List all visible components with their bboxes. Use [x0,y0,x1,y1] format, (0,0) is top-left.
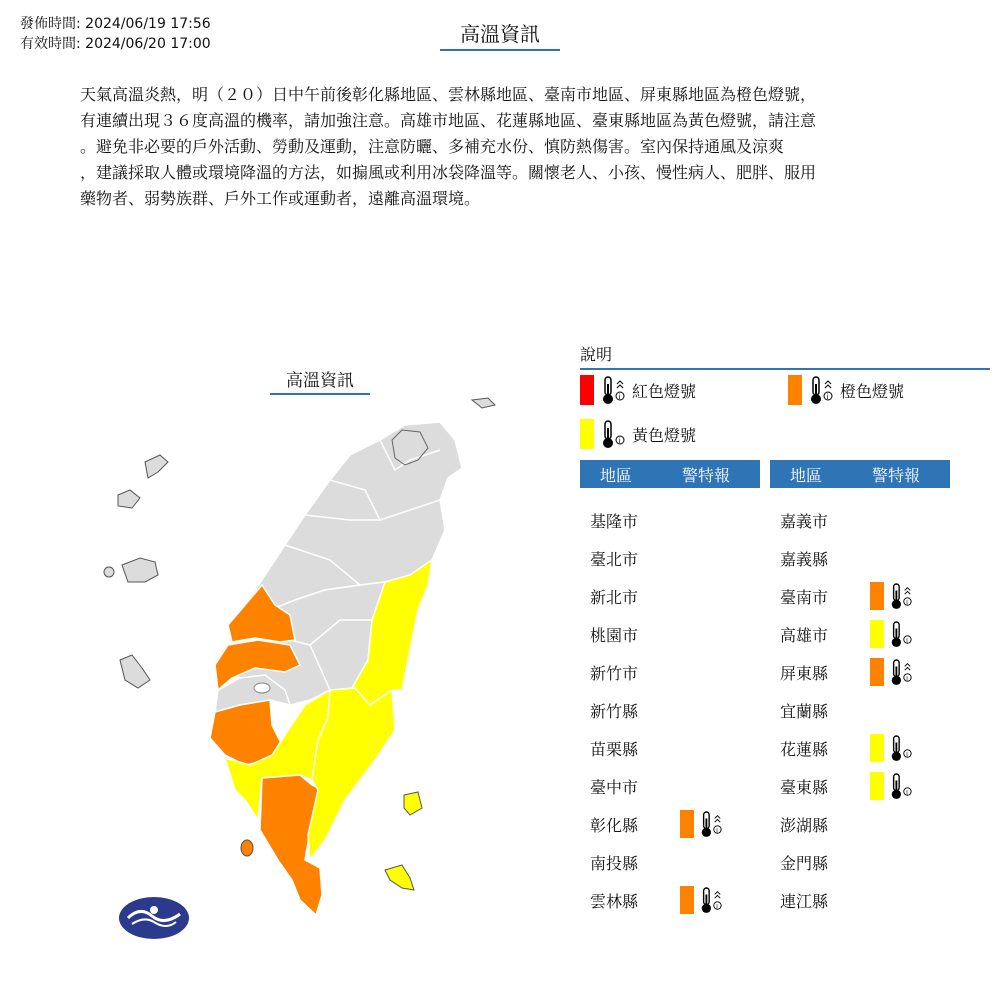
valid-time: 2024/06/20 17:00 [85,36,211,52]
region-name: 桃園市 [590,625,639,645]
col-region: 地區 [789,465,822,485]
warning-swatch-orange [870,582,884,610]
region-name: 高雄市 [780,625,829,645]
region-name: 宜蘭縣 [780,701,829,721]
warning-cell [680,885,729,915]
svg-text:i: i [716,826,718,835]
table-header-left [580,460,760,488]
table-row [580,619,680,649]
col-warning: 警特報 [871,465,920,485]
col-warning: 警特報 [681,465,730,485]
warning-swatch-yellow [870,734,884,762]
table-row [770,581,919,611]
legend-red [580,374,696,406]
table-row [580,581,680,611]
svg-text:i: i [906,674,908,683]
legend-orange-swatch [788,375,802,405]
table-row [770,695,870,725]
region-name: 臺南市 [780,587,829,607]
page-title: 高溫資訊 [440,18,560,51]
legend-orange [788,374,904,406]
table-row [770,733,919,763]
region-name: 雲林縣 [590,891,639,911]
issued-label: 發佈時間: [20,16,81,32]
region-name: 花蓮縣 [780,739,829,759]
region-name: 澎湖縣 [780,815,829,835]
taiwan-map [100,390,520,930]
table-row [770,505,870,535]
table-header-right [770,460,950,488]
table-row [580,543,680,573]
thermometer-icon [889,581,913,611]
legend-orange-label: 橙色燈號 [840,381,905,401]
issued-time: 2024/06/19 17:56 [85,16,211,32]
region-name: 新北市 [590,587,639,607]
warning-cell [680,809,729,839]
warning-cell [870,657,919,687]
region-penghu [120,655,150,688]
legend-title: 說明 [580,342,990,370]
region-name: 屏東縣 [780,663,829,683]
region-lienchiang [145,455,168,478]
warning-swatch-yellow [870,772,884,800]
region-name: 新竹市 [590,663,639,683]
thermometer-icon [889,657,913,687]
warning-description: 天氣高溫炎熱，明（２０）日中午前後彰化縣地區、雲林縣地區、臺南市地區、屏東縣地區為橙色燈號， 有連續出現３６度高溫的機率，請加強注意。高雄市地區、花蓮縣地區、臺東縣地區為黃色燈號，請注意 。避免非必要的戶外活動、勞動及運動，注意防曬、多補充水份、慎防熱傷害。室內保持通風及涼爽 ，建議採取人體或環境降溫的方法，如搧風或利用冰袋降溫等。關懷老人、小孩、慢性病人、肥胖、服用 藥物者、弱勢族群、戶外工作或運動者，遠離高溫環境。 [80,85,817,208]
region-name: 金門縣 [780,853,829,873]
table-row [770,771,919,801]
region-orchid-island [385,865,414,890]
table-row [580,771,680,801]
table-row [770,657,919,687]
region-name: 新竹縣 [590,701,639,721]
thermometer-icon [889,733,913,763]
svg-text:i: i [906,788,908,797]
svg-text:i: i [826,393,829,401]
thermometer-icon [600,374,626,406]
table-row [580,505,680,535]
warning-cell [870,733,919,763]
region-name: 基隆市 [590,511,639,531]
legend-red-swatch [580,375,594,405]
issue-info [20,14,211,54]
cwa-logo [118,896,190,940]
thermometer-icon [600,418,626,450]
table-row [770,885,870,915]
thermometer-icon [808,374,834,406]
svg-text:i: i [906,750,908,759]
region-name: 臺北市 [590,549,639,569]
thermometer-icon [699,809,723,839]
table-row [580,885,729,915]
warning-cell [870,771,919,801]
svg-text:i: i [618,393,621,401]
warning-swatch-orange [680,886,694,914]
svg-text:i: i [906,636,908,645]
region-name: 臺中市 [590,777,639,797]
thermometer-icon [889,619,913,649]
thermometer-icon [889,771,913,801]
table-row [770,847,870,877]
svg-text:i: i [618,437,621,445]
table-row [580,695,680,725]
region-name: 南投縣 [590,853,639,873]
svg-text:i: i [716,902,718,911]
legend-yellow-label: 黃色燈號 [632,425,697,445]
map-title: 高溫資訊 [270,366,370,395]
region-name: 嘉義縣 [780,549,829,569]
table-row [580,657,680,687]
warning-cell [870,619,919,649]
region-name: 連江縣 [780,891,829,911]
region-name: 嘉義市 [780,511,829,531]
region-name: 彰化縣 [590,815,639,835]
table-row [770,543,870,573]
legend-yellow [580,418,696,450]
valid-label: 有效時間: [20,36,81,52]
region-name: 臺東縣 [780,777,829,797]
legend-red-label: 紅色燈號 [632,381,697,401]
thermometer-icon [699,885,723,915]
table-row [770,619,919,649]
region-green-island [404,792,422,815]
table-row [580,733,680,763]
region-name: 苗栗縣 [590,739,639,759]
region-kinmen [122,558,158,582]
table-row [580,809,729,839]
svg-text:i: i [906,598,908,607]
warning-cell [870,581,919,611]
table-row [770,809,870,839]
warning-swatch-yellow [870,620,884,648]
legend-yellow-swatch [580,419,594,449]
warning-swatch-orange [870,658,884,686]
col-region: 地區 [599,465,632,485]
warning-swatch-orange [680,810,694,838]
table-row [580,847,680,877]
